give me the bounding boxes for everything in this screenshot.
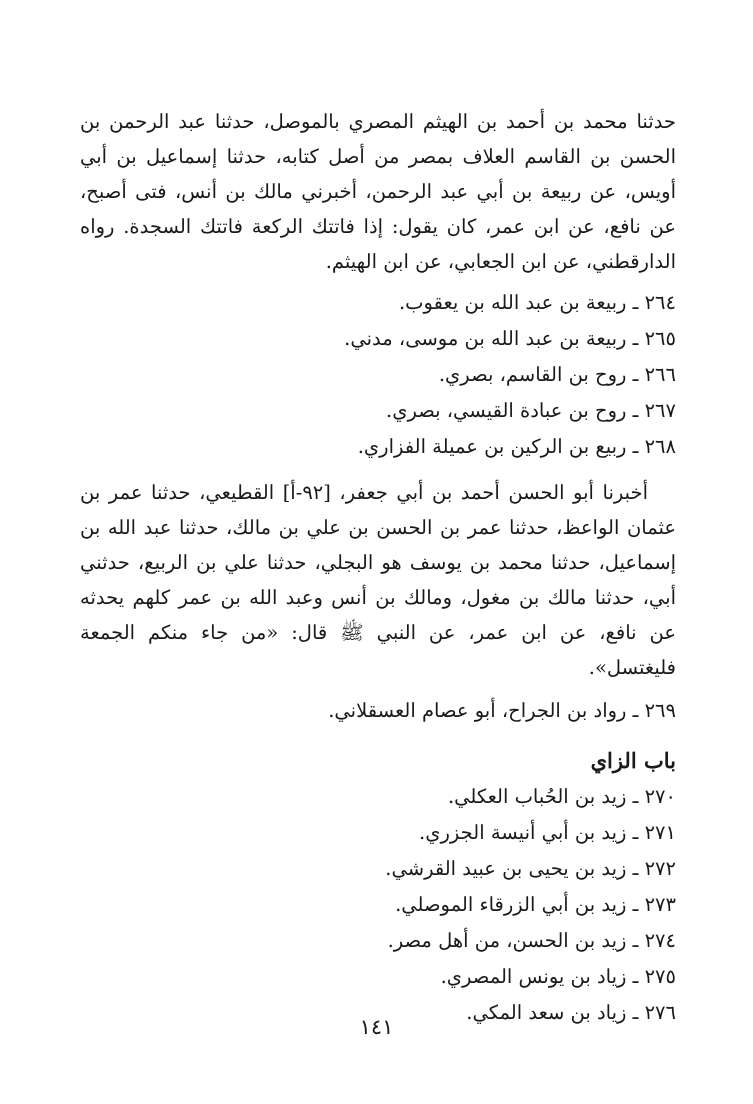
entry-item: ٢٦٨ ـ ربيع بن الركين بن عميلة الفزاري. <box>357 435 676 458</box>
paragraph-hadith-2: أخبرنا أبو الحسن أحمد بن أبي جعفر، [٩٢-أ] القطيعي، حدثنا عمر بن عثمان الواعظ، حدثنا عمر بن الحسن بن علي بن مالك، حدثنا عبد الله بن إسماعيل، حدثنا محمد بن يوسف هو البجلي، حدثنا علي بن الربيع، حدثني أبي، حدثنا مالك بن مغول، ومالك بن أنس وعبد الله بن عمر كلهم يحدثه عن نافع، عن ابن عمر، عن النبي ﷺ قال: «من جاء منكم الجمعة فليغتسل». <box>80 481 676 679</box>
section-heading: باب الزاي <box>590 748 676 773</box>
entry-item: ٢٦٦ ـ روح بن القاسم، بصري. <box>438 363 676 386</box>
entry-item: ٢٦٩ ـ رواد بن الجراح، أبو عصام العسقلاني. <box>328 699 676 722</box>
entry-item: ٢٧١ ـ زيد بن أبي أنيسة الجزري. <box>419 821 676 844</box>
entry-item: ٢٧٤ ـ زيد بن الحسن، من أهل مصر. <box>387 929 676 952</box>
entry-item: ٢٦٧ ـ روح بن عبادة القيسي، بصري. <box>386 399 676 422</box>
entry-item: ٢٧٢ ـ زيد بن يحيى بن عبيد القرشي. <box>385 857 676 880</box>
entry-list-2 <box>80 693 676 729</box>
page-number: ١٤١ <box>359 1015 394 1039</box>
entry-list-1 <box>80 285 676 465</box>
entry-item: ٢٧٦ ـ زياد بن سعد المكي. <box>466 1001 676 1024</box>
page-body <box>80 104 676 1031</box>
entry-item: ٢٧٠ ـ زيد بن الحُباب العكلي. <box>447 785 676 808</box>
entry-item: ٢٧٥ ـ زياد بن يونس المصري. <box>440 965 676 988</box>
entry-list-3 <box>80 779 676 1031</box>
entry-item: ٢٧٣ ـ زيد بن أبي الزرقاء الموصلي. <box>395 893 676 916</box>
paragraph-hadith-1: حدثنا محمد بن أحمد بن الهيثم المصري بالموصل، حدثنا عبد الرحمن بن الحسن بن القاسم العلاف بمصر من أصل كتابه، حدثنا إسماعيل بن أبي أويس، عن ربيعة بن أبي عبد الرحمن، أخبرني مالك بن أنس، فتى أصبح، عن نافع، عن ابن عمر، كان يقول: إذا فاتتك الركعة فاتتك السجدة. رواه الدارقطني، عن ابن الجعابي، عن ابن الهيثم. <box>80 110 676 273</box>
entry-item: ٢٦٤ ـ ربيعة بن عبد الله بن يعقوب. <box>398 291 676 314</box>
entry-item: ٢٦٥ ـ ربيعة بن عبد الله بن موسى، مدني. <box>344 327 676 350</box>
